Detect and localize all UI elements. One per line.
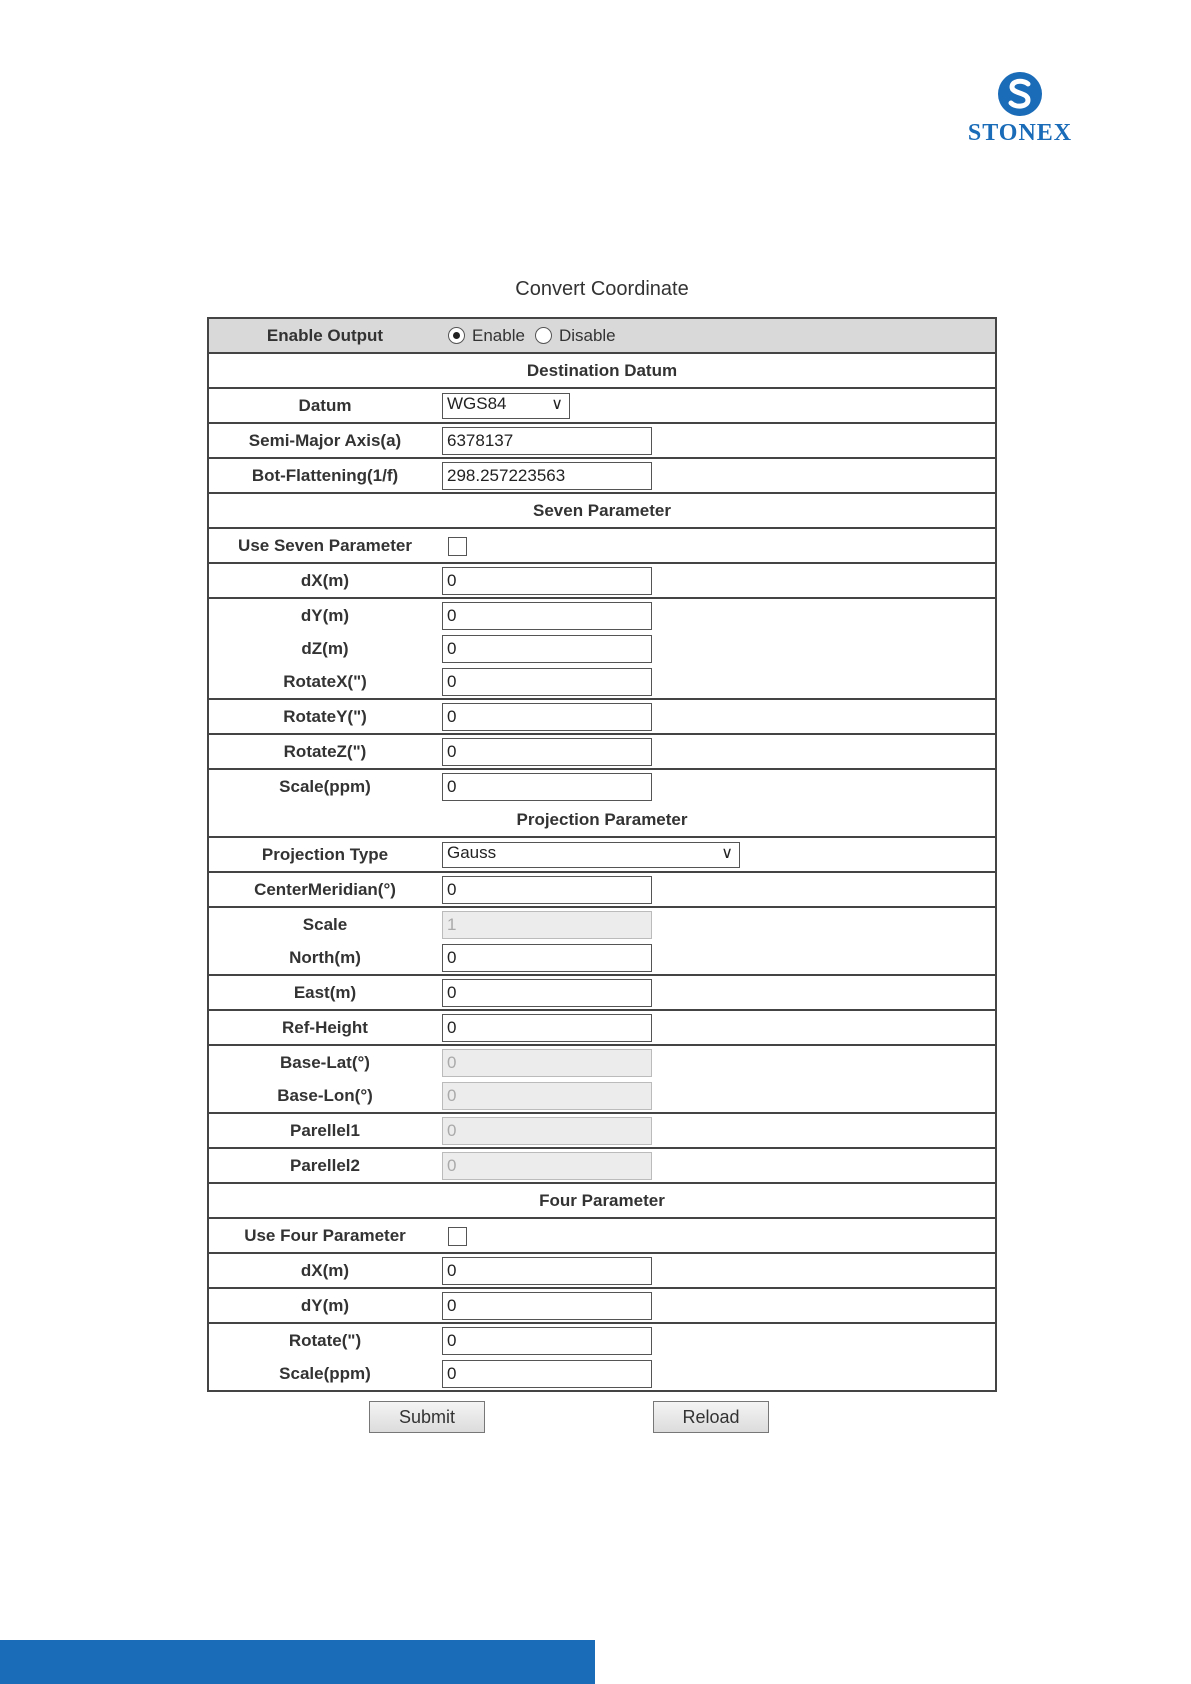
north-input[interactable]	[442, 944, 652, 972]
seven-dy-row	[208, 598, 996, 632]
use-seven-parameter-row	[208, 528, 996, 563]
flattening-row	[208, 458, 996, 493]
enable-output-radio-group	[442, 326, 995, 346]
seven-dz-label: dZ(m)	[301, 638, 349, 658]
disable-radio[interactable]	[535, 327, 552, 344]
parellel1-input	[442, 1117, 652, 1145]
parellel1-row	[208, 1113, 996, 1148]
datum-row	[208, 388, 996, 423]
chevron-down-icon: ∨	[551, 395, 563, 413]
footer-bar	[0, 1640, 595, 1684]
four-scale-input[interactable]	[442, 1360, 652, 1388]
seven-rotatez-label: RotateZ(")	[208, 734, 441, 769]
seven-dz-input[interactable]	[442, 635, 652, 663]
four-dx-label: dX(m)	[208, 1253, 441, 1288]
base-lat-input	[442, 1049, 652, 1077]
seven-dz-row	[208, 632, 996, 665]
destination-datum-heading: Destination Datum	[208, 353, 996, 388]
use-four-parameter-checkbox[interactable]	[448, 1227, 467, 1246]
four-scale-row	[208, 1357, 996, 1391]
seven-rotatey-label: RotateY(")	[208, 699, 441, 734]
datum-select-value: WGS84	[447, 393, 507, 413]
semi-major-input[interactable]	[442, 427, 652, 455]
seven-rotatez-row	[208, 734, 996, 769]
four-parameter-heading-row	[208, 1183, 996, 1218]
seven-rotatey-input[interactable]	[442, 703, 652, 731]
convert-coordinate-form	[207, 317, 997, 1392]
use-seven-parameter-checkbox[interactable]	[448, 537, 467, 556]
center-meridian-input[interactable]	[442, 876, 652, 904]
projection-scale-row	[208, 907, 996, 941]
seven-rotatex-row	[208, 665, 996, 699]
seven-parameter-heading-row	[208, 493, 996, 528]
projection-scale-label: Scale	[208, 907, 441, 941]
stonex-s-icon	[997, 70, 1043, 118]
north-row	[208, 941, 996, 975]
semi-major-label: Semi-Major Axis(a)	[208, 423, 441, 458]
stonex-logo	[962, 70, 1078, 150]
four-dy-input[interactable]	[442, 1292, 652, 1320]
enable-radio[interactable]	[448, 327, 465, 344]
seven-rotatex-label: RotateX(")	[283, 671, 367, 691]
flattening-input[interactable]	[442, 462, 652, 490]
projection-scale-input	[442, 911, 652, 939]
projection-type-select-value: Gauss	[447, 842, 497, 862]
reload-button[interactable]: Reload	[653, 1401, 769, 1433]
seven-rotatez-input[interactable]	[442, 738, 652, 766]
use-four-parameter-row	[208, 1218, 996, 1253]
seven-scale-input[interactable]	[442, 773, 652, 801]
chevron-down-icon: ∨	[721, 844, 733, 862]
seven-rotatey-row	[208, 699, 996, 734]
submit-button[interactable]: Submit	[369, 1401, 485, 1433]
parellel2-row	[208, 1148, 996, 1183]
datum-select[interactable]	[442, 393, 570, 419]
projection-type-row	[208, 837, 996, 872]
base-lon-row	[208, 1079, 996, 1113]
four-rotate-input[interactable]	[442, 1327, 652, 1355]
seven-dx-row	[208, 563, 996, 598]
enable-radio-label[interactable]: Enable	[472, 325, 525, 345]
flattening-label: Bot-Flattening(1/f)	[208, 458, 441, 493]
base-lat-label: Base-Lat(°)	[208, 1045, 441, 1079]
four-dy-row	[208, 1288, 996, 1323]
four-rotate-label: Rotate(")	[208, 1323, 441, 1357]
four-dx-row	[208, 1253, 996, 1288]
four-rotate-row	[208, 1323, 996, 1357]
east-row	[208, 975, 996, 1010]
enable-output-label: Enable Output	[208, 318, 441, 353]
datum-label: Datum	[208, 388, 441, 423]
projection-parameter-heading-row	[208, 803, 996, 837]
semi-major-row	[208, 423, 996, 458]
parellel2-label: Parellel2	[208, 1148, 441, 1183]
parellel1-label: Parellel1	[208, 1113, 441, 1148]
east-input[interactable]	[442, 979, 652, 1007]
use-four-parameter-label: Use Four Parameter	[208, 1218, 441, 1253]
seven-dx-input[interactable]	[442, 567, 652, 595]
projection-type-select[interactable]	[442, 842, 740, 868]
parellel2-input	[442, 1152, 652, 1180]
disable-radio-label[interactable]: Disable	[558, 325, 616, 345]
base-lon-label: Base-Lon(°)	[277, 1085, 373, 1105]
four-dy-label: dY(m)	[208, 1288, 441, 1323]
base-lat-row	[208, 1045, 996, 1079]
enable-output-row	[208, 318, 996, 353]
projection-type-label: Projection Type	[208, 837, 441, 872]
seven-rotatex-input[interactable]	[442, 668, 652, 696]
center-meridian-label: CenterMeridian(°)	[208, 872, 441, 907]
four-scale-label: Scale(ppm)	[279, 1363, 371, 1383]
use-seven-parameter-label: Use Seven Parameter	[208, 528, 441, 563]
four-dx-input[interactable]	[442, 1257, 652, 1285]
center-meridian-row	[208, 872, 996, 907]
projection-parameter-heading: Projection Parameter	[516, 809, 688, 829]
seven-scale-label: Scale(ppm)	[208, 769, 441, 803]
four-parameter-heading: Four Parameter	[208, 1183, 996, 1218]
seven-scale-row	[208, 769, 996, 803]
ref-height-label: Ref-Height	[208, 1010, 441, 1045]
east-label: East(m)	[208, 975, 441, 1010]
destination-datum-heading-row	[208, 353, 996, 388]
page-title: Convert Coordinate	[515, 278, 689, 300]
seven-parameter-heading: Seven Parameter	[208, 493, 996, 528]
seven-dy-label: dY(m)	[208, 598, 441, 632]
seven-dy-input[interactable]	[442, 602, 652, 630]
base-lon-input	[442, 1082, 652, 1110]
north-label: North(m)	[289, 947, 361, 967]
ref-height-row	[208, 1010, 996, 1045]
seven-dx-label: dX(m)	[208, 563, 441, 598]
logo-text: STONEX	[967, 120, 1073, 146]
ref-height-input[interactable]	[442, 1014, 652, 1042]
